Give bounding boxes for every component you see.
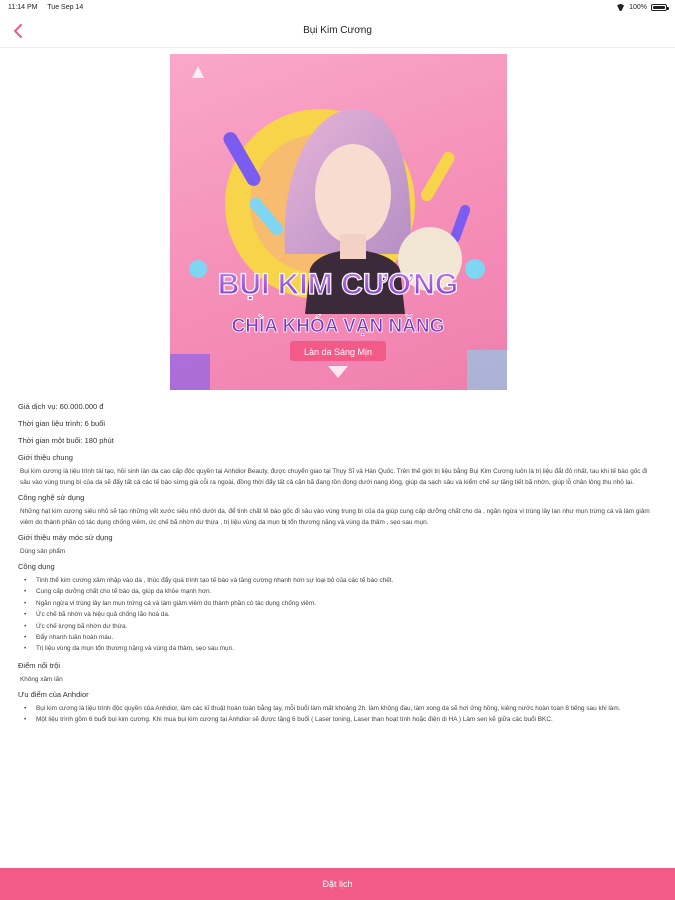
sessions-label: Thời gian liệu trình: 6 buổi bbox=[18, 419, 106, 428]
hero-subheadline: CHÌA KHÓA VẠN NĂNG bbox=[231, 316, 445, 337]
hero-image bbox=[170, 54, 507, 390]
tech-title: Công nghệ sử dụng bbox=[18, 493, 85, 502]
service-details bbox=[18, 402, 658, 732]
uses-list bbox=[18, 575, 658, 655]
intro-text: Bụi kim cương là liệu trình tái tạo, hồi sinh làn da cao cấp độc quyền tại Anhdior Beauty, được chuyển giao tại Thụy Sĩ và Hàn Quốc. Trên thế giới trị liệu bằng Bụi Kim Cương luôn là trị liệu đắt đỏ nhất, tau khi tế bào gốc đi sâu vào vùng trung bì của da sẽ đẩy tất cả các tế bào sừng già cỗi ra ngoài, đồng thời đẩy tất cả cặn bã đang tồn đọng dưới nang lông, giúp da sạch sâu và kiểm chế sự tăng tiết bã nhờn, giúp lỗ chân lông thu nhỏ lại. bbox=[20, 468, 648, 486]
deco-bar-3 bbox=[419, 150, 457, 204]
list-item: • Ức chế lượng bã nhờn dư thừa. bbox=[22, 621, 658, 632]
model-neck bbox=[340, 234, 366, 259]
list-item: • Trị liệu vùng da mụn tổn thương nặng và vùng da thâm, sẹo sau mụn. bbox=[22, 643, 658, 654]
status-time: 11:14 PM bbox=[8, 3, 38, 11]
model-face bbox=[315, 144, 391, 244]
nav-bar bbox=[0, 14, 675, 48]
list-item: • Ức chế bã nhờn và hiệu quả chống lão hoá da. bbox=[22, 609, 658, 620]
hero-headline: BỤI KIM CƯƠNG bbox=[217, 268, 459, 301]
advantages-title: Ưu điểm của Anhdior bbox=[18, 689, 89, 699]
wifi-icon bbox=[616, 4, 625, 11]
highlight-title: Điểm nổi trội bbox=[18, 660, 61, 670]
machine-text: Dùng sản phẩm bbox=[20, 548, 66, 555]
back-button[interactable] bbox=[8, 21, 28, 41]
status-left bbox=[8, 4, 91, 11]
battery-fill bbox=[653, 6, 665, 9]
brand-logo-icon bbox=[192, 66, 204, 78]
list-item: • Đẩy nhanh tuần hoàn máu. bbox=[22, 632, 658, 643]
hero-illustration bbox=[170, 54, 507, 390]
uses-title: Công dụng bbox=[18, 562, 55, 571]
price-label: Giá dịch vụ: 60.000.000 đ bbox=[18, 402, 104, 411]
hero-tagline: Làn da Sáng Mịn bbox=[303, 347, 373, 357]
list-item: • Bụi kim cương là liệu trình độc quyền của Anhdior, làm các kĩ thuật hoàn toàn bằng tay, mỗi buổi làm mất khoảng 2h. làm không đau, làm xong da sẽ hơi ửng hồng, kiêng nước hoàn toàn 8 tiếng sau khi làm. bbox=[22, 703, 658, 714]
status-right bbox=[616, 4, 667, 11]
intro-title: Giới thiệu chung bbox=[18, 453, 73, 462]
book-button[interactable] bbox=[0, 868, 675, 900]
machine-title: Giới thiệu máy móc sử dụng bbox=[18, 533, 113, 542]
battery-percent: 100% bbox=[629, 3, 647, 11]
list-item: • Ngăn ngừa vi trùng lây lan mụn trứng cá và làm giảm viêm do thành phần có tác dụng chống viêm. bbox=[22, 598, 658, 609]
deco-dot-2 bbox=[189, 260, 207, 278]
battery-icon bbox=[651, 4, 667, 11]
deco-dot bbox=[465, 259, 485, 279]
status-bar bbox=[0, 0, 675, 14]
list-item: • Một liệu trình gồm 6 buổi bụi kim cương. Khi mua bụi kim cương tại Anhdior sẽ được tặng 6 buổi ( Laser toning, Laser than hoạt tính hoặc điện di HA ) Làm sen kẽ giữa các buổi BKC. bbox=[22, 714, 658, 725]
list-item: • Tinh thể kim cương xâm nhập vào da , thúc đẩy quá trình tạo tế bào và tăng cường nhanh hơn sự loại bỏ của các tế bào chết. bbox=[22, 575, 658, 586]
status-date: Tue Sep 14 bbox=[47, 3, 84, 11]
book-button-label: Đặt lịch bbox=[322, 879, 353, 889]
chevron-left-icon bbox=[12, 24, 24, 38]
page-title: Bụi Kim Cương bbox=[303, 25, 372, 36]
ribbon-arrow bbox=[328, 366, 348, 378]
advantages-list bbox=[18, 703, 658, 726]
tech-text: Những hạt kim cương siêu nhỏ sẽ tạo những vết xước siêu nhỏ dưới da, để tinh chất tế bào gốc đi sâu vào vùng trung bì của da giúp cung cấp dưỡng chất cho da , ngăn ngừa vi trùng lây lan như mụn trứng cá và làm giảm viêm do thành phần có tác dụng chống viêm, ức chế bã nhờn dư thừa , trị liệu vùng da mụn bị tổn thương nặng và vùng da thâm , sẹo sau mụn. bbox=[20, 508, 650, 526]
highlight-text: Không xâm lấn bbox=[20, 675, 63, 683]
list-item: • Cung cấp dưỡng chất cho tế bào da, giúp da khỏe mạnh hơn. bbox=[22, 586, 658, 597]
duration-label: Thời gian một buổi: 180 phút bbox=[18, 436, 114, 445]
